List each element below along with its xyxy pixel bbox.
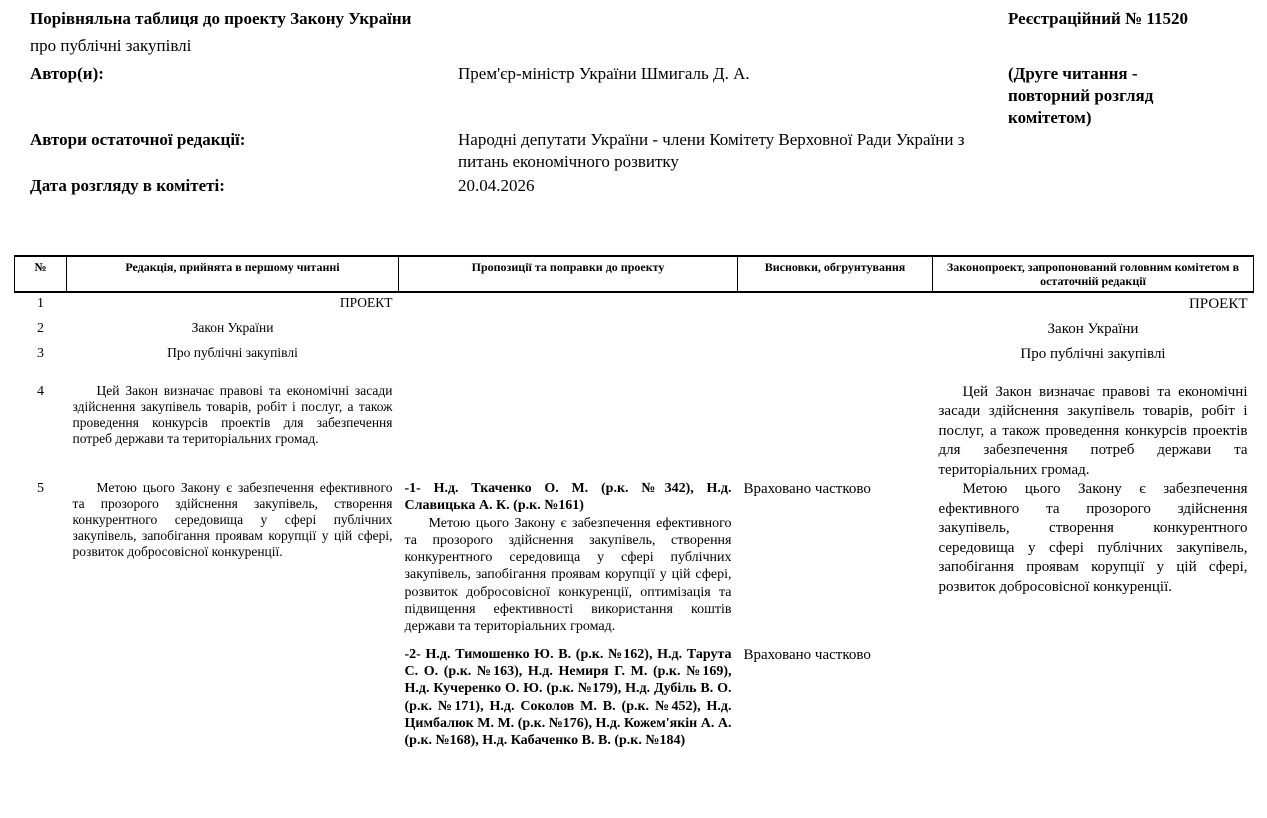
date-label: Дата розгляду в комітеті: [30,176,225,195]
col-header-conclusions: Висновки, обгрунтування [738,256,933,292]
comparison-table [14,255,1254,749]
first-reading-cell: Закон України [191,319,274,335]
row-number: 1 [37,296,44,311]
first-reading-cell: Про публічні закупівлі [167,345,298,360]
col-header-first-reading: Редакція, прийнята в першому читанні [67,256,399,292]
row-number: 5 [37,481,44,496]
conclusion-text: Враховано частково [743,646,871,663]
row-number [15,636,67,750]
conclusion-cell [738,636,933,750]
author-label: Автор(и): [30,64,104,83]
first-reading-cell: ПРОЕКТ [339,295,393,310]
final-draft-cell: ПРОЕКТ [1188,296,1248,312]
final-draft-cell [933,383,1254,481]
date-value: 20.04.2026 [458,176,535,195]
conclusion-cell [738,345,933,383]
first-reading-cell [67,383,399,481]
doc-title: Порівняльна таблиця до проекту Закону України [30,9,412,28]
table-row [15,320,1254,346]
col-header-number: № [15,256,67,292]
amendments-cell [399,636,738,750]
amendment-authors: -2- Н.д. Тимошенко Ю. В. (р.к. №162), Н.д. Тарута С. О. (р.к. №163), Н.д. Немиря Г. М. (р.к. №169), Н.д. Кучеренко О. Ю. (р.к. №179), Н.д. Дубіль В. О. (р.к. №171), Н.д. Соколов М. В. (р.к. №452), Н.д. Цимбалюк М. М. (р.к. №176), Н.д. Кожем'якін А. А. (р.к. №168), Н.д. Кабаченко В. В. (р.к. №184) [404,646,732,749]
final-authors-label: Автори остаточної редакції: [30,130,246,149]
final-authors-value: Народні депутати України - члени Комітету Верховної Ради України з питань економічного розвитку [458,130,965,171]
reading-note: (Друге читання - повторний розгляд комітетом) [1008,64,1154,127]
table-row [15,292,1254,320]
final-draft-paragraph: Метою цього Закону є забезпечення ефективного та прозорого здійснення закупівель, створення конкурентного середовища у сфері публічних закупівель, запобігання проявам корупції у цій сфері, розвиток добросовісної конкуренції. [938,481,1248,595]
final-draft-cell [933,636,1254,750]
col-header-final-draft: Законопроект, запропонований головним комітетом в остаточній редакції [933,256,1254,292]
conclusion-cell [738,480,933,636]
table-row [15,636,1254,750]
final-draft-cell: Закон України [1047,320,1139,337]
col-header-amendments: Пропозиції та поправки до проекту [399,256,738,292]
conclusion-cell [738,383,933,481]
final-draft-paragraph: Цей Закон визначає правові та економічні засади здійснення закупівель товарів, робіт і послуг, а також проведення конкурсів проектів для забезпечення потреб держави та територіальних громад. [938,383,1248,478]
row-number: 3 [37,346,44,361]
amendments-cell [399,345,738,383]
table-row [15,480,1254,636]
first-reading-cell [67,636,399,750]
amendments-cell [399,480,738,636]
amendments-cell [399,292,738,320]
doc-subtitle: про публічні закупівлі [30,36,192,55]
row-number: 4 [37,383,44,399]
first-reading-paragraph: Метою цього Закону є забезпечення ефективного та прозорого здійснення закупівель, створення конкурентного середовища у сфері публічних закупівель, запобігання проявам корупції у цій сфері, розвиток добросовісної конкуренції. [72,480,393,559]
first-reading-paragraph: Цей Закон визначає правові та економічні засади здійснення закупівель товарів, робіт і послуг, а також проведення конкурсів проектів для забезпечення потреб держави та територіальних громад. [72,382,393,446]
amendment-text: Метою цього Закону є забезпечення ефективного та прозорого здійснення закупівель, створення конкурентного середовища у сфері публічних закупівель, запобігання проявам корупції у цій сфері, розвиток добросовісної конкуренції, оптимізація та підвищення ефективності використання коштів держави та територіальних громад. [404,515,732,635]
amendments-cell [399,383,738,481]
conclusion-cell [738,292,933,320]
row-number: 2 [37,320,44,336]
table-header-row [15,256,1254,292]
amendments-cell [399,320,738,346]
table-row [15,383,1254,481]
registration-number: Реєстраційний № 11520 [1008,9,1188,28]
final-draft-cell [933,480,1254,636]
table-row [15,345,1254,383]
amendment-authors: -1- Н.д. Ткаченко О. М. (р.к. №342), Н.д. Славицька А. К. (р.к. №161) [404,481,732,514]
conclusion-text: Враховано частково [743,481,871,497]
first-reading-cell [67,480,399,636]
final-draft-cell: Про публічні закупівлі [1020,346,1166,362]
conclusion-cell [738,320,933,346]
author-value: Прем'єр-міністр України Шмигаль Д. А. [458,64,750,83]
